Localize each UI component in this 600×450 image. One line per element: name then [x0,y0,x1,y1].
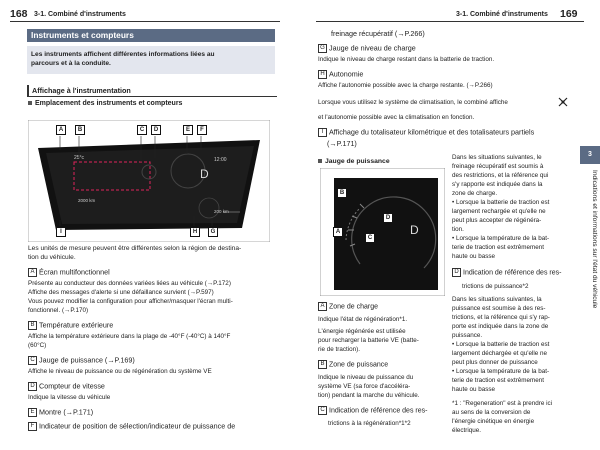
right-col2-line-3: trictions, et la référence qui s'y rap- [452,314,550,321]
cluster-callout-f: F [197,125,207,135]
gauge-callout-d: D [383,213,393,223]
cluster-callout-c: C [137,125,147,135]
gauge-item-a-line-1: Indique l'état de régénération*1. [318,316,408,323]
label-g: G [318,44,327,53]
item-b-title [28,321,113,330]
square-bullet-icon [318,159,322,163]
gauge-item-a-title [318,302,378,312]
right-item-d-title-text: Indication de référence des res- [463,269,562,277]
item-e-title [28,408,93,417]
cluster-callout-b: B [75,125,85,135]
right-col-line-12: haute ou basse [452,253,496,260]
item-h-line-1: Affiche l'autonomie possible avec la charge restante. (→P.266) [318,82,493,89]
item-c-title [28,356,135,365]
display-odo: 2000 km [78,198,96,203]
item-c-line-1: Affiche le niveau de puissance ou de régénération du système VE [28,368,212,375]
section-heading: Affichage à l'instrumentation [27,85,277,97]
label-f: F [28,422,37,431]
item-i-title-text: Affichage du totalisateur kilométrique et des totalisateurs partiels [329,127,535,137]
right-col2-line-9: • Lorsque la température de la bat- [452,368,550,375]
gauge-item-b-line-3: tion) pendant la marche du véhicule. [318,392,420,399]
item-e-title-text: Montre (→P.171) [39,407,94,417]
item-b-title-text: Température extérieure [39,320,114,330]
label-e: E [28,408,37,417]
item-g-title-text: Jauge de niveau de charge [329,43,416,53]
gauge-item-c-title-text: Indication de référence des res- [329,407,428,415]
footnote-line-4: électrique. [452,427,482,434]
gauge-item-b-title [318,360,388,370]
right-col-line-6: • Lorsque la batterie de traction est [452,199,550,206]
label-d: D [28,382,37,391]
cluster-callout-h: H [190,227,200,237]
gauge-heading [318,158,390,167]
gauge-item-b-line-2: système VE (sa force d'accéléra- [318,383,411,390]
item-a-line-2: Affiche des messages d'alerte si une défaillance survient (→P.597) [28,289,214,296]
right-col2-line-11: haute ou basse [452,386,496,393]
right-col-line-11: terie de traction est extrêmement [452,244,545,251]
item-a-title [28,268,110,277]
right-col-line-7: largement rechargée et qu'elle ne [452,208,546,215]
square-bullet-icon [28,101,32,105]
right-col-line-9: tion. [452,226,464,233]
footnote-line-2: au sens de la conversion de [452,409,531,416]
right-col-line-4: s'y rapporte est indiquée dans la [452,181,543,188]
climate-note-line-2: et l'autonomie possible avec la climatisation en fonction. [318,114,475,121]
display-gear-letter: D [200,167,209,181]
gauge-label-b: B [318,360,327,369]
cluster-callout-g: G [208,227,218,237]
right-col2-line-8: peut plus donner de puissance [452,359,538,366]
right-page-number: 169 [560,8,578,20]
climate-icon [556,96,570,108]
item-a-line-1: Présente au conducteur des données variées liées au véhicule (→P.172) [28,280,231,287]
right-col-line-1: Dans les situations suivantes, le [452,154,542,161]
cluster-callout-e: E [183,125,193,135]
label-i: I [318,128,327,137]
right-col2-line-7: largement déchargée et qu'elle ne [452,350,548,357]
cluster-callout-i: I [56,227,66,237]
right-col2-line-2: puissance est soumise à des res- [452,305,546,312]
right-col2-line-5: puissance. [452,332,483,339]
item-a-line-3: Vous pouvez modifier la configuration pour afficher/masquer l'écran multi- [28,298,233,305]
right-item-d-title [452,268,561,278]
right-col2-line-1: Dans les situations suivantes, la [452,296,542,303]
gauge-callout-c: C [365,233,375,243]
item-a-title-text: Écran multifonctionnel [39,267,110,277]
item-h-title [318,70,363,79]
item-g-title [318,44,416,53]
right-col2-line-10: terie de traction est extrêmement [452,377,545,384]
item-g-line-1: Indique le niveau de charge restant dans la batterie de traction. [318,56,495,63]
item-b-line-1: Affiche la température extérieure dans la plage de -40°F (-40°C) à 140°F [28,333,231,340]
display-time: 12:00 [214,157,227,163]
footnote-line-3: l'énergie cinétique en énergie [452,418,535,425]
gauge-item-a-title-text: Zone de charge [329,303,379,311]
label-c: C [28,356,37,365]
caption-line-2: tion du véhicule. [28,254,76,261]
item-h-title-text: Autonomie [329,69,364,79]
label-b: B [28,321,37,330]
right-item-d-line-2: trictions de puissance*2 [462,283,529,290]
left-header-rule [10,21,280,22]
instrument-cluster-illustration [28,120,270,242]
gauge-callout-a: A [333,227,343,237]
cluster-callout-a: A [56,125,66,135]
right-col-line-2: freinage récupératif est soumis à [452,163,544,170]
left-page-number: 168 [10,8,28,20]
label-a: A [28,268,37,277]
right-col2-line-4: porte est indiquée dans la zone de [452,323,549,330]
cluster-callout-d: D [151,125,161,135]
gauge-callout-b: B [337,188,347,198]
section-title-bar: Instruments et compteurs [27,29,275,42]
item-f-title [28,422,235,431]
gauge-item-c-line-1: trictions à la régénération*1*2 [328,420,411,427]
gauge-item-b-title-text: Zone de puissance [329,361,389,369]
chapter-side-text: Indications et informations sur l'état du véhicule [591,170,598,309]
label-h: H [318,70,327,79]
gauge-label-c: C [318,406,327,415]
right-page-header: 3-1. Combiné d'instruments [456,11,548,18]
right-top-line: freinage récupératif (→P.266) [331,29,425,38]
item-c-title-text: Jauge de puissance (→P.169) [39,355,135,365]
gauge-item-c-title [318,406,427,416]
subsection-heading [28,100,182,109]
intro-line-1: Les instruments affichent différentes informations liées au [31,51,215,58]
right-col-line-10: • Lorsque la température de la bat- [452,235,550,242]
item-f-title-text: Indicateur de position de sélection/indicateur de puissance de [39,421,236,431]
item-d-line-1: Indique la vitesse du véhicule [28,394,111,401]
gauge-label-a: A [318,302,327,311]
item-i-title [318,128,534,137]
gauge-item-b-line-1: Indique le niveau de puissance du [318,374,414,381]
right-col2-line-6: • Lorsque la batterie de traction est [452,341,550,348]
footnote-line-1: *1 : "Regeneration" est à prendre ici [452,400,553,407]
item-b-line-2: (60°C) [28,342,47,349]
left-page-header: 3-1. Combiné d'instruments [34,11,126,18]
item-i-ref: (→P.171) [327,139,357,148]
display-range: 200 km [214,209,229,214]
display-temp: 25°c [74,155,85,161]
item-a-line-4: fonctionnel. (→P.170) [28,307,89,314]
item-d-title-text: Compteur de vitesse [39,381,105,391]
item-d-title [28,382,105,391]
caption-line-1: Les unités de mesure peuvent être différentes selon la région de destina- [28,245,242,252]
gauge-item-a-line-2: L'énergie régénérée est utilisée [318,328,406,335]
climate-note-line-1: Lorsque vous utilisez le système de climatisation, le combiné affiche [318,99,508,106]
gauge-heading-text: Jauge de puissance [325,158,390,165]
chapter-tab: 3 [580,146,600,164]
right-col-line-8: peut plus accepter de régénéra- [452,217,542,224]
right-label-d: D [452,268,461,277]
right-col-line-3: des restrictions, et la référence qui [452,172,549,179]
intro-line-2: parcours et à la conduite. [31,60,111,67]
subsection-text: Emplacement des instruments et compteurs [35,100,183,107]
gauge-gear-letter: D [410,223,419,237]
right-col-line-5: zone de charge. [452,190,498,197]
gauge-item-a-line-4: rie de traction). [318,346,360,353]
right-header-rule [316,21,584,22]
gauge-item-a-line-3: pour recharger la batterie VE (batte- [318,337,419,344]
